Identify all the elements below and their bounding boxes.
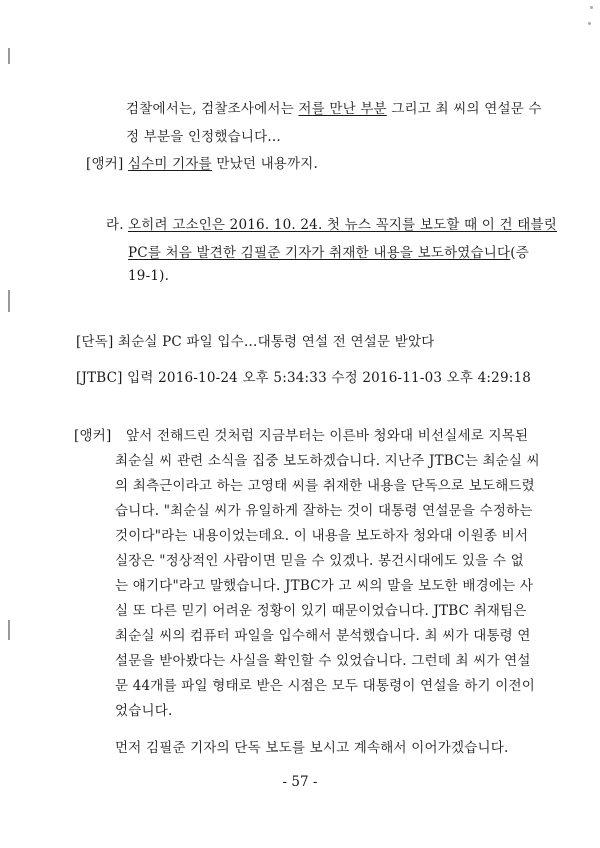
margin-mark [8, 48, 10, 64]
section-line-1 [128, 213, 557, 233]
margin-mark [8, 290, 10, 312]
quote-text: 검찰에서는, 검찰조사에서는 [126, 101, 299, 117]
page-number: - 57 - [282, 774, 318, 790]
anchor-body-line: 문 44개를 파일 형태로 받은 시점은 모두 대통령이 연설을 하기 이전이 [115, 678, 535, 694]
reporter-name: 심수미 기자를 [127, 156, 212, 172]
section-line-2 [128, 241, 529, 261]
quote-line-2 [126, 125, 281, 145]
section-label: 라. [106, 217, 124, 233]
quote-text: 그리고 최 씨의 연설문 수 [386, 101, 542, 117]
anchor-tag: [앵커] [74, 428, 112, 444]
margin-mark [8, 620, 10, 640]
quote-underlined: 저를 만난 부분 [298, 101, 387, 117]
scan-speck [588, 22, 591, 25]
article-headline: [단독] 최순실 PC 파일 입수…대통령 연설 전 연설문 받았다 [76, 334, 435, 350]
anchor-tag: [앵커] [86, 156, 128, 172]
section-text: (증 [510, 245, 529, 261]
anchor-closing-line: 먼저 김필준 기자의 단독 보도를 보시고 계속해서 이어가겠습니다. [115, 740, 509, 756]
anchor-body-line: 것이다"라는 내용이었는데요. 이 내용을 보도하자 청와대 이원종 비서 [115, 528, 529, 544]
quote-line-1 [126, 97, 542, 117]
section-line-3 [128, 268, 169, 284]
anchor-body-line: 최순실 씨의 컴퓨터 파일을 입수해서 분석했습니다. 최 씨가 대통령 연 [115, 628, 531, 644]
section-underlined: PC를 처음 발견한 김필준 기자가 취재한 내용을 보도하였습니다 [128, 245, 511, 261]
anchor-body-line: 었습니다. [115, 703, 173, 719]
anchor-body-line: 는 얘기다"라고 말했습니다. JTBC가 고 씨의 말을 보도한 배경에는 사 [115, 578, 534, 594]
anchor-body-line: 실장은 "정상적인 사람이면 믿을 수 있겠나. 봉건시대에도 있을 수 없 [115, 553, 524, 569]
quote-text: 정 부분을 인정했습니다... [126, 129, 281, 145]
scan-speck [590, 6, 593, 9]
section-underlined: 오히려 고소인은 2016. 10. 24. 첫 뉴스 꼭지를 보도할 때 이 건 태블릿 [128, 217, 557, 233]
anchor-body-line: 최순실 씨 관련 소식을 집중 보도하겠습니다. 지난주 JTBC는 최순실 씨 [115, 453, 540, 469]
anchor-text: 만났던 내용까지. [211, 156, 319, 172]
section-text: 19-1). [128, 268, 170, 284]
anchor-body-line: 습니다. "최순실 씨가 유일하게 잘하는 것이 대통령 연설문을 수정하는 [115, 503, 533, 519]
anchor-body-line: 실 또 다른 믿기 어려운 정황이 있기 때문이었습니다. JTBC 취재팀은 [115, 603, 527, 619]
anchor-body-line: 의 최측근이라고 하는 고영태 씨를 취재한 내용을 단독으로 보도해드렸 [115, 478, 535, 494]
article-dateline: [JTBC] 입력 2016-10-24 오후 5:34:33 수정 2016-11-03 오후 4:29:18 [76, 370, 532, 386]
anchor-body-line: 설문을 받아봤다는 사실을 확인할 수 있었습니다. 그런데 최 씨가 연설 [115, 653, 531, 669]
anchor-line [86, 152, 318, 172]
anchor-body-line: 앞서 전해드린 것처럼 지금부터는 이른바 청와대 비선실세로 지목된 [126, 428, 529, 444]
